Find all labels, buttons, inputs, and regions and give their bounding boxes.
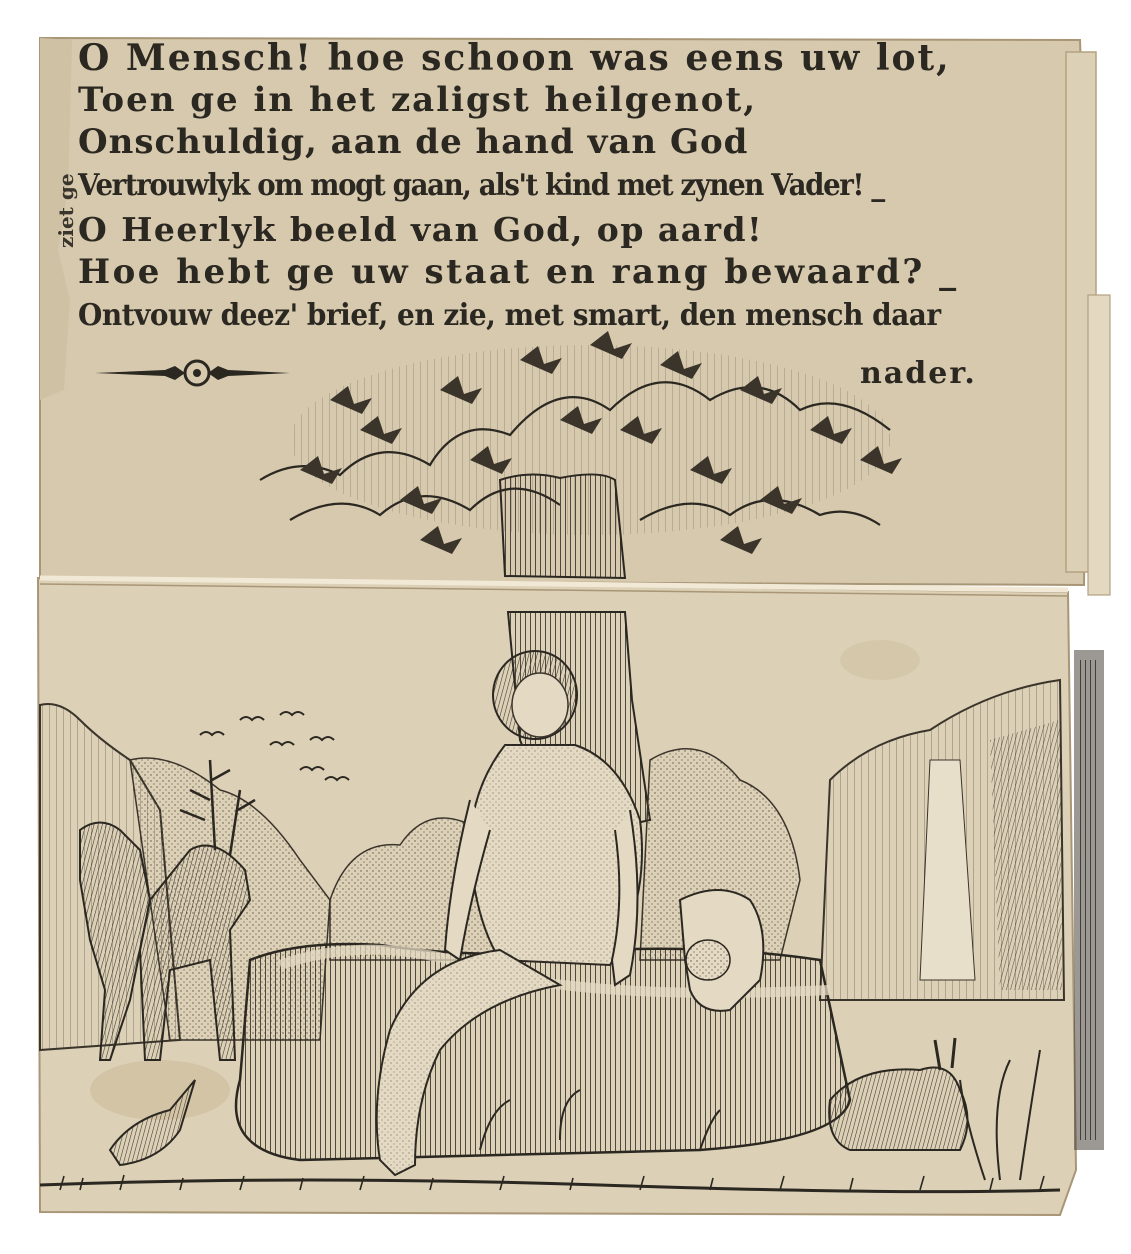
verse-last-word: nader. (860, 356, 977, 391)
verse-line-2: Toen ge in het zaligst heilgenot, (78, 80, 758, 120)
verse-line-5: O Heerlyk beeld van God, op aard! (78, 210, 764, 249)
verse-line-7: Ontvouw deez' brief, en zie, met smart, den mensch daar (78, 298, 941, 333)
tree-trunk-upper (500, 474, 625, 578)
verse-line-3: Onschuldig, aan de hand van God (78, 122, 749, 162)
verse-line-4: Vertrouwlyk om mogt gaan, als't kind met zynen Vader! _ (78, 168, 884, 203)
side-fragment-text: ziet ge (54, 173, 78, 248)
verse-line-1: O Mensch! hoe schoon was eens uw lot, (78, 37, 951, 79)
verse-line-6: Hoe hebt ge uw staat en rang bewaard? _ (78, 252, 959, 292)
verse-block (78, 38, 1058, 388)
